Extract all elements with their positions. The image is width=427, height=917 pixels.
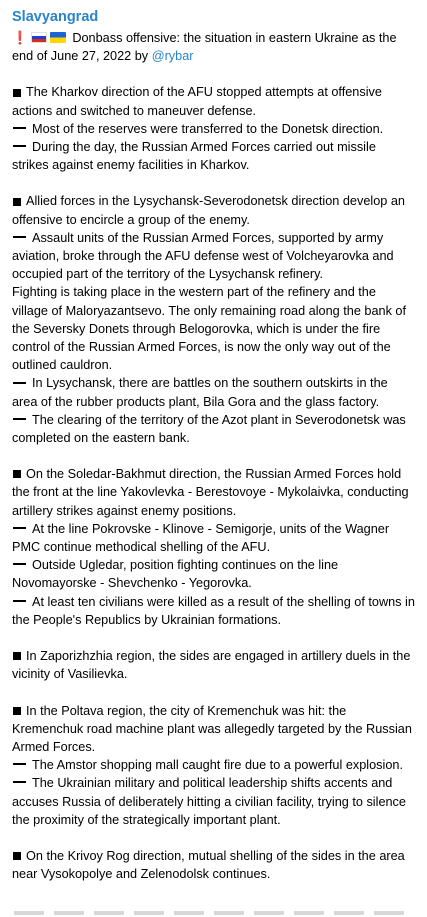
cut-off-text-fragment [0, 909, 427, 917]
soledar-section [12, 465, 415, 629]
lysychansk-section [12, 192, 415, 447]
post-title [12, 29, 415, 65]
lysychansk-item-1-continued: Fighting is taking place in the western part of the refinery and the village of Maloryazantsevo. The only remaining road along the bank of the Seversky Donets through Belogorovka, which is under the fire control of the Russian Armed Forces, is now the only way out of the outlined cauldron. [12, 285, 407, 373]
kharkov-lead: The Kharkov direction of the AFU stopped attempts at offensive actions and switched to maneuver defense. [12, 85, 382, 118]
heavy-minus-icon [13, 145, 26, 147]
heavy-minus-icon [13, 418, 26, 420]
soledar-item-3: At least ten civilians were killed as a result of the shelling of towns in the People's Republics by Ukrainian formations. [12, 594, 415, 627]
channel-name[interactable]: Slavyangrad [12, 9, 99, 25]
black-square-icon [13, 470, 21, 478]
lysychansk-item-3: The clearing of the territory of the Azot plant in Severodonetsk was completed on the eastern bank. [12, 412, 406, 446]
heavy-minus-icon [13, 382, 26, 384]
krivoy-rog-lead: On the Krivoy Rog direction, mutual shelling of the sides in the area near Vysokopolye and Zelenodolsk continues. [12, 848, 405, 882]
exclamation-icon: ❗ [12, 31, 28, 45]
black-square-icon [13, 652, 21, 660]
flag-russia-icon [31, 32, 47, 43]
flag-ukraine-icon [50, 32, 66, 43]
poltava-section [12, 702, 415, 829]
heavy-minus-icon [13, 781, 26, 783]
black-square-icon [13, 89, 21, 97]
heavy-minus-icon [13, 763, 26, 765]
mention-link[interactable]: @rybar [151, 49, 194, 64]
message-text [12, 29, 415, 883]
poltava-item-2: The Ukrainian military and political leadership shifts accents and accuses Russia of deliberately hitting a civilian facility, trying to silence the proximity of the strategically important plant. [12, 776, 406, 827]
heavy-minus-icon [13, 127, 26, 129]
lysychansk-lead: Allied forces in the Lysychansk-Severodonetsk direction develop an offensive to encircle a group of the enemy. [12, 194, 405, 227]
black-square-icon [13, 198, 21, 206]
zaporizhzhia-lead: In Zaporizhzhia region, the sides are engaged in artillery duels in the vicinity of Vasilievka. [12, 649, 411, 682]
krivoy-rog-section [12, 847, 415, 883]
heavy-minus-icon [13, 527, 26, 529]
lysychansk-item-1: Assault units of the Russian Armed Forces, supported by army aviation, broke through the AFU defense west of Volcheyarovka and occupied part of the territory of the Lysychansk refinery. [12, 230, 394, 282]
soledar-item-2: Outside Ugledar, position fighting continues on the line Novomayorske - Shevchenko - Yegorovka. [12, 558, 339, 591]
black-square-icon [13, 707, 21, 715]
kharkov-item-2: During the day, the Russian Armed Forces carried out missile strikes against enemy facilities in Kharkov. [12, 140, 376, 173]
poltava-item-1: The Amstor shopping mall caught fire due to a powerful explosion. [32, 758, 403, 773]
heavy-minus-icon [13, 600, 26, 602]
heavy-minus-icon [13, 563, 26, 565]
heavy-minus-icon [13, 236, 26, 238]
lysychansk-item-2: In Lysychansk, there are battles on the southern outskirts in the area of the rubber products plant, Bila Gora and the glass factory. [12, 376, 388, 409]
black-square-icon [13, 852, 21, 860]
zaporizhzhia-section [12, 647, 415, 683]
kharkov-item-1: Most of the reserves were transferred to the Donetsk direction. [32, 121, 384, 136]
poltava-lead: In the Poltava region, the city of Kremenchuk was hit: the Kremenchuk road machine plant was allegedly targeted by the Russian Armed Forces. [12, 703, 412, 754]
kharkov-section [12, 83, 415, 174]
title-text: Donbass offensive: the situation in eastern Ukraine as the end of June 27, 2022 by [12, 31, 397, 64]
soledar-lead: On the Soledar-Bakhmut direction, the Russian Armed Forces hold the front at the line Yakovlevka - Berestovoye - Mykolaivka, conducting artillery strikes against enemy positions. [12, 467, 409, 518]
soledar-item-1: At the line Pokrovske - Klinove - Semigorje, units of the Wagner PMC continue methodical shelling of the AFU. [12, 521, 390, 555]
